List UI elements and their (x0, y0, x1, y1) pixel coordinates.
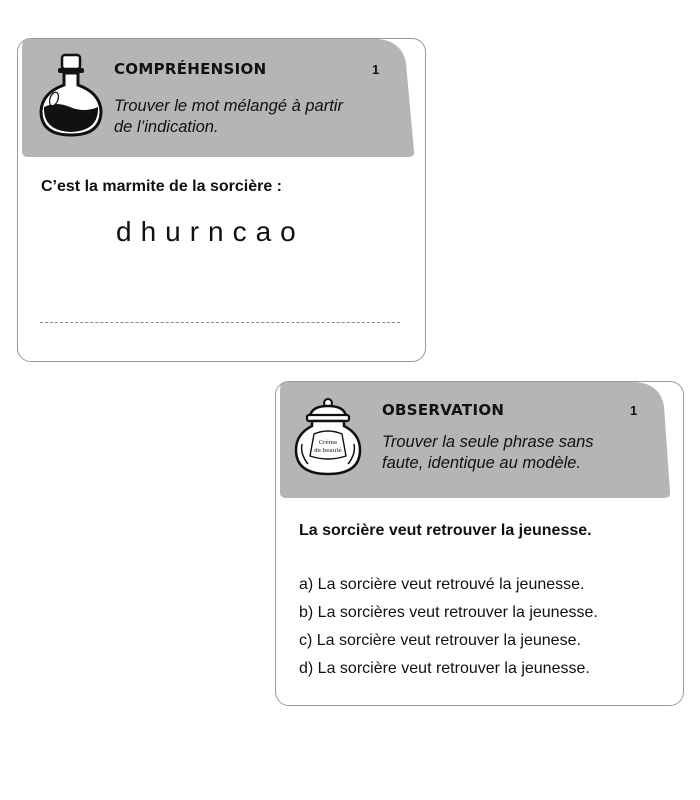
model-sentence: La sorcière veut retrouver la jeunesse. (299, 522, 592, 539)
card-number: 1 (630, 403, 638, 418)
cream-jar-icon (292, 398, 364, 478)
answer-option-d[interactable]: d) La sorcière veut retrouver la jeunesse. (299, 660, 590, 677)
clue-prompt: C’est la marmite de la sorcière : (41, 178, 282, 195)
instruction-line: Trouver le mot mélangé à partir (114, 97, 343, 115)
answer-line[interactable] (40, 322, 400, 323)
category-title: COMPRÉHENSION (114, 60, 267, 78)
jar-label-line: de beauté (314, 448, 342, 454)
instruction-line: de l’indication. (114, 118, 219, 136)
instruction-text (114, 96, 384, 138)
observation-card (275, 381, 684, 706)
scrambled-word: dhurncao (116, 216, 305, 247)
answer-option-a[interactable]: a) La sorcière veut retrouvé la jeunesse. (299, 576, 585, 593)
card-number: 1 (372, 62, 380, 77)
answer-option-c[interactable]: c) La sorcière veut retrouver la jeunese. (299, 632, 581, 649)
answer-option-b[interactable]: b) La sorcières veut retrouver la jeunesse. (299, 604, 598, 621)
comprehension-card (17, 38, 426, 362)
potion-bottle-icon (36, 53, 106, 139)
instruction-line: Trouver la seule phrase sans (382, 433, 594, 451)
instruction-line: faute, identique au modèle. (382, 454, 582, 472)
category-title: OBSERVATION (382, 401, 505, 419)
instruction-text (382, 432, 652, 474)
jar-label-line: Crème (318, 440, 338, 446)
